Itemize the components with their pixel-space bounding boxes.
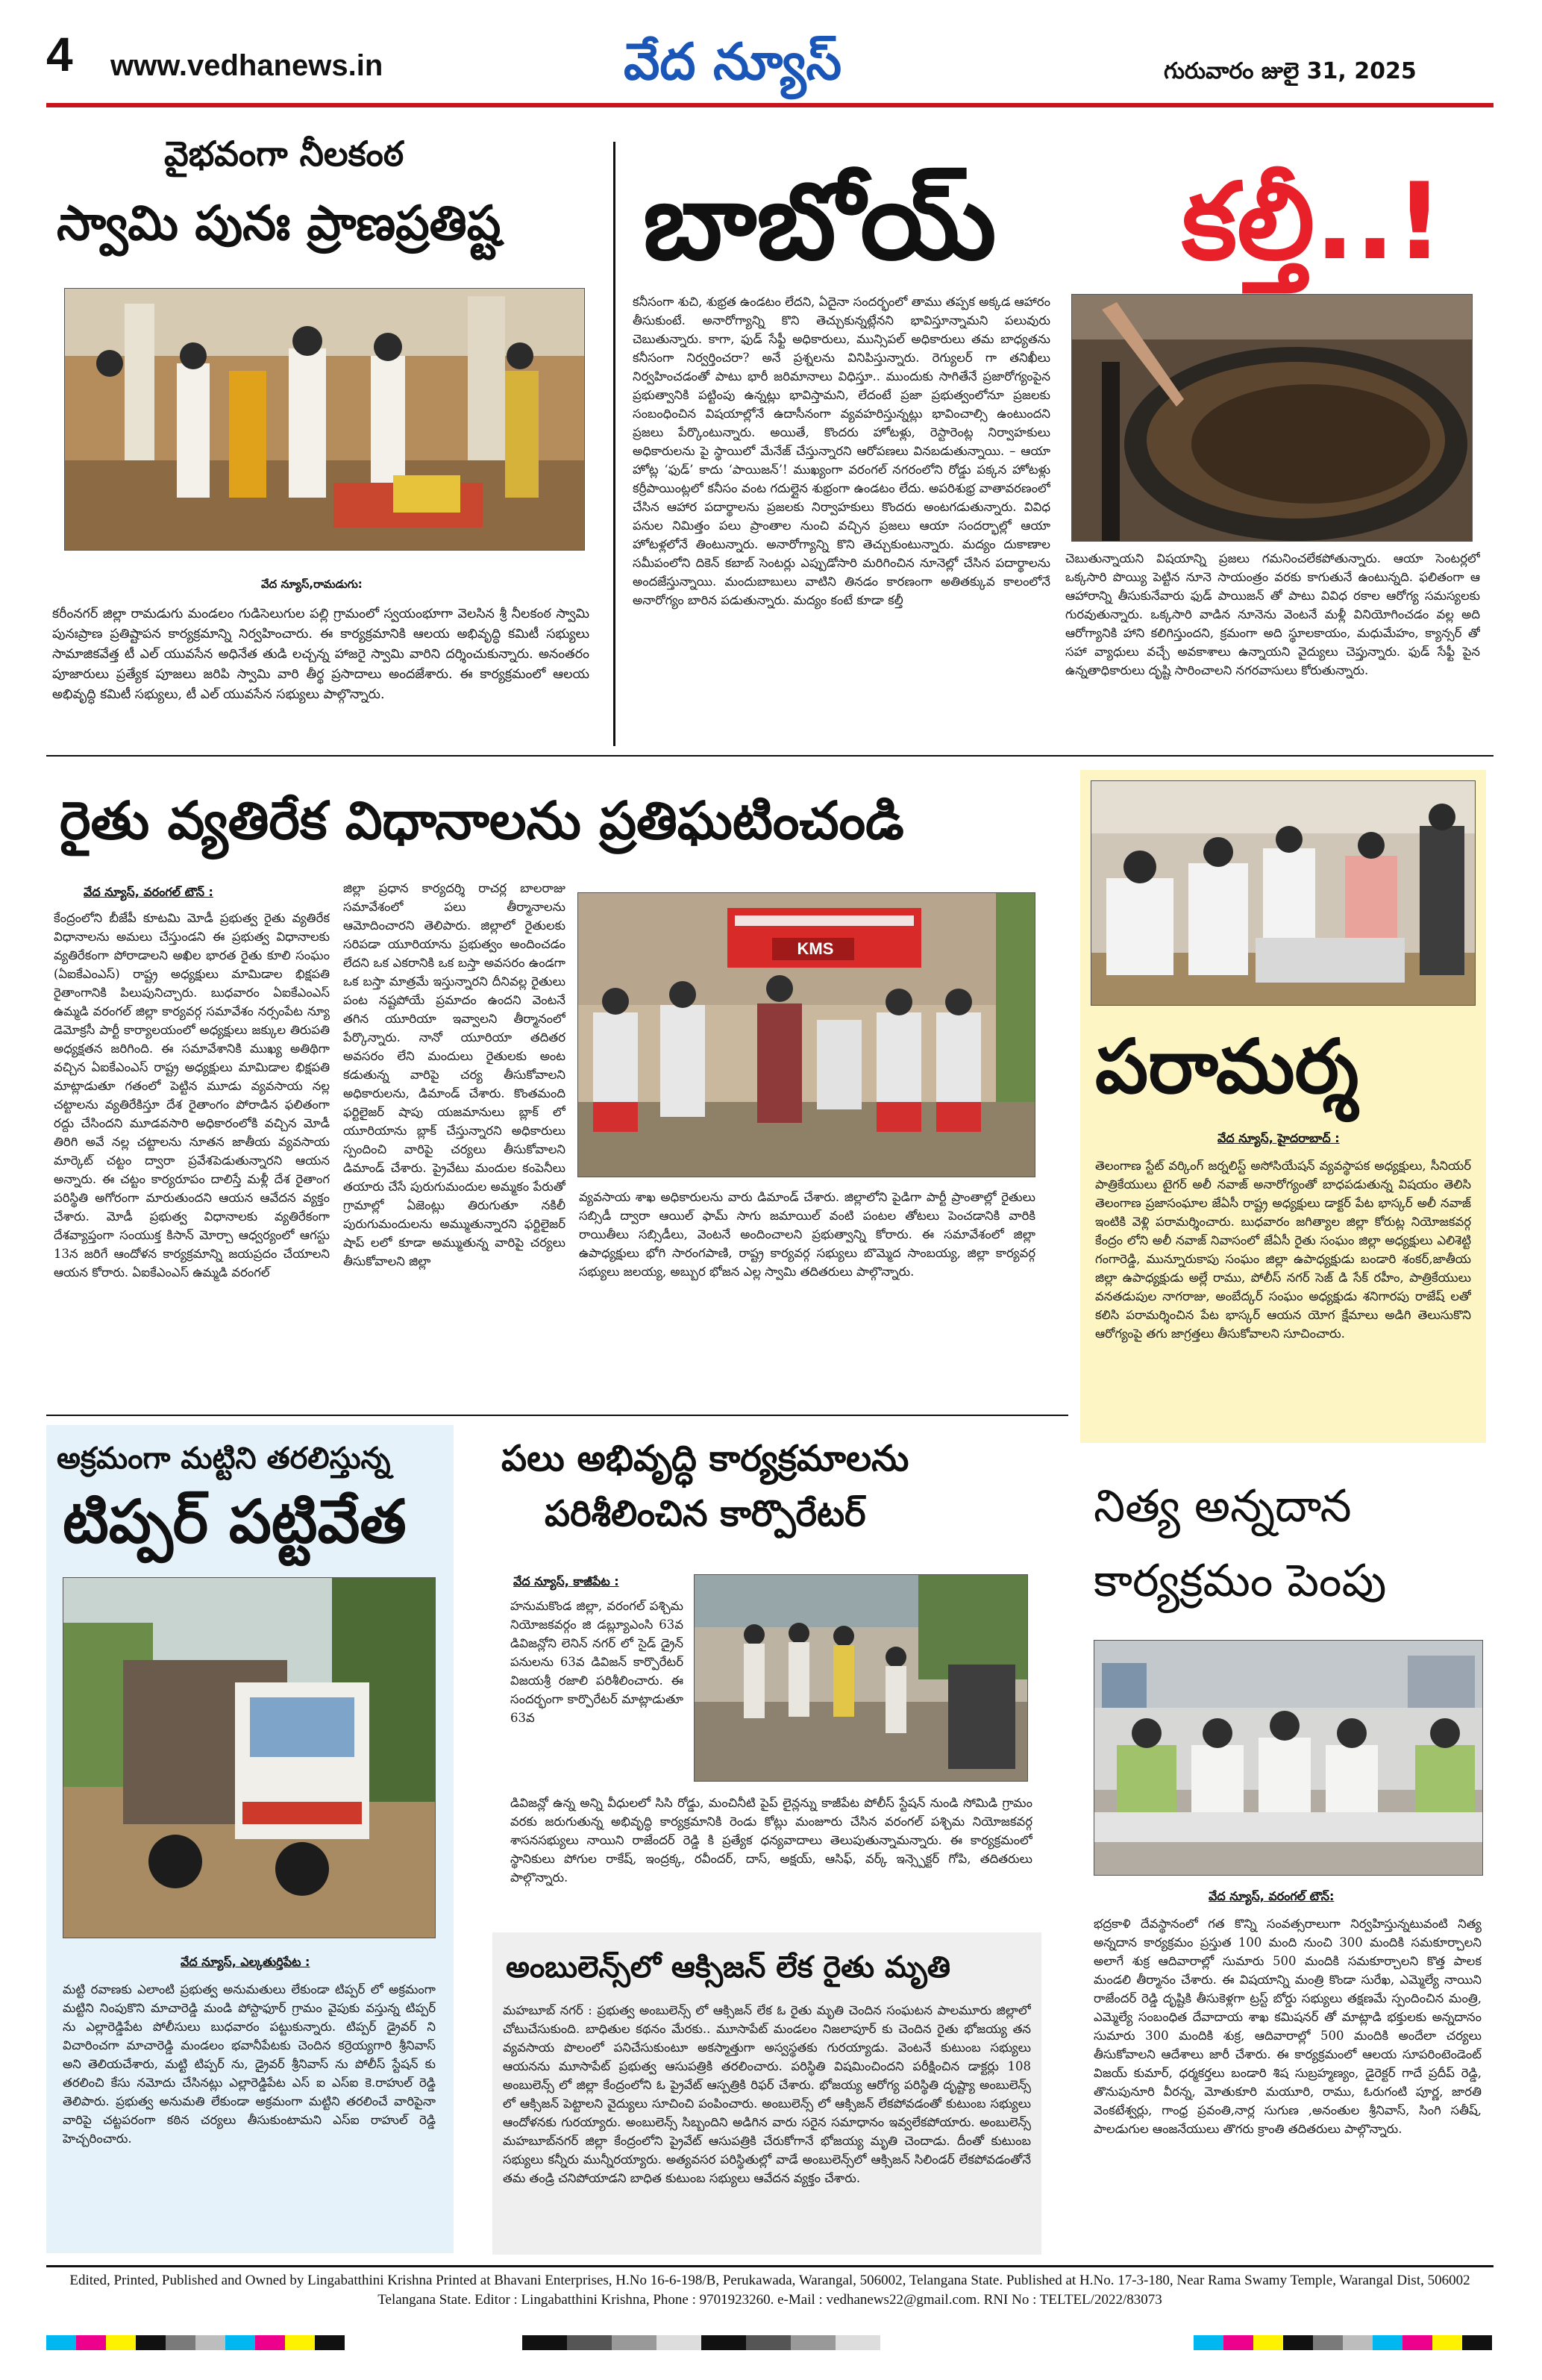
article2-headline-red: కల్తీ..! xyxy=(1182,160,1444,284)
article8-headline-line2: కార్యక్రమం పెంపు xyxy=(1094,1555,1387,1607)
photo-banner-label: KMS xyxy=(797,939,834,958)
article2-body-col2: చెబుతున్నాయని విషయాన్ని ప్రజలు గమనించలేకపోతున్నారు. ఆయా సెంటర్లలో ఒక్కసారి పొయ్యి పెట్టిన నూనె సాయంత్రం వరకు కాగుతునే ఉంటున్నది. ఫలితంగా ఆ ఆహారాన్ని తీసుకునేవారు ఫుడ్ పాయిజన్ తో పాటు వివిధ రకాల ఆరోగ్య సమస్యలకు గురవుతున్నారు. ఒక్కసారి వాడిన నూనెను వెంటనే మళ్లీ వినియోగించడం వల్ల అది ఆరోగ్యానికి హాని కలిగిస్తుందని, క్రమంగా అది స్థూలకాయం, మధుమేహం, క్యాన్సర్ తో సహా వ్యాధులు వచ్చే అవకాశాలు ఉన్నాయని వైద్యులు చెప్తున్నారు. ఫుడ్ సేఫ్టీ పైన ఉన్నతాధికారులు దృష్టి సారించాలని నగరవాసులు కోరుతున్నారు. xyxy=(1065,551,1480,677)
article1-body: కరీంనగర్ జిల్లా రామడుగు మండలం గుడిసెలుగుల పల్లి గ్రామంలో స్వయంభూగా వెలసిన శ్రీ నీలకంఠ స్వామి పునఃప్రాణ ప్రతిష్టాపన కార్యక్రమాన్ని నిర్వహించారు. ఈ కార్యక్రమానికి ఆలయ అభివృద్ధి కమిటీ సభ్యులు సామాజికవేత్త టీ ఎల్ యువసేన అధినేత తుడి లచ్చన్న హాజరై స్వామి వారిని దర్శించుకున్నారు. అనంతరం పూజారులు ప్రత్యేక పూజలు జరిపి స్వామి వారి తీర్థ ప్రసాదాలు అందజేశారు. ఈ కార్యక్రమంలో ఆలయ అభివృద్ధి కమిటీ సభ్యులు, టీ ఎల్ యువసేన సభ్యులు పాల్గొన్నారు. xyxy=(52,607,589,702)
article4-headline: పరామర్శ xyxy=(1095,1023,1359,1110)
article2-headline-black: బాబోయ్ xyxy=(643,160,997,284)
article6-headline-line2: పరిశీలించిన కార్పొరేటర్ xyxy=(545,1493,866,1535)
article5-body: మట్టి రవాణకు ఎలాంటి ప్రభుత్వ అనుమతులు లేకుండా టిప్పర్ లో అక్రమంగా మట్టిని నింపుకొని మాచారెడ్డి మండి పోస్టాఫూర్ గ్రామం వైపుకు వస్తున్న టిప్పర్ ను ఎల్లారెడ్డిపేట పోలీసులు బుధవారం పట్టుకున్నారు. టిప్పర్ డ్రైవర్ ని విచారించగా మాచారెడ్డి మండలం భవానీపేటకు చెందిన కర్రెయ్యగారి శ్రీనివాస్ అని తెలియచేశారు, మట్టి టిప్పర్ ను, డ్రైవర్ శ్రీనివాస్ ను పోలీస్ స్టేషన్ కు తరలించి కేసు నమోదు చేసినట్లు ఎల్లారెడ్డిపేట ఎస్ ఐ ఎస్ఐ కె.రాహుల్ రెడ్డి తెలిపారు. ప్రభుత్వ అనుమతి లేకుండా అక్రమంగా మట్టిని తరలించే వారిపైనా వారిపై చట్టపరంగా కఠిన చర్యలు తీసుకుంటామని ఎస్ఐ రాహుల్ రెడ్డి హెచ్చరించారు. xyxy=(63,1982,436,2146)
column-divider xyxy=(613,142,615,746)
registration-strip-center xyxy=(522,2335,880,2350)
article6-dateline: వేద న్యూస్, కాజీపేట : xyxy=(513,1574,619,1588)
article1-headline: స్వామి పునః ప్రాణప్రతిష్ట xyxy=(57,196,501,251)
article5-kicker: అక్రమంగా మట్టిని తరలిస్తున్న xyxy=(57,1441,391,1476)
photo-temple-committee xyxy=(1094,1640,1483,1876)
article3-body-col3: వ్యవసాయ శాఖ అధికారులను వారు డిమాండ్ చేశారు. జిల్లాలోని పైడిగా పార్టీ ప్రాంతాల్లో రైతులు సబ్సిడీ ద్వారా ఆయిల్ ఫామ్ సాగు జమాయిల్ వంటి పంటల తోటలు పెంచడానికి వారికి రాయితీలు సబ్సిడీలు, వెంటనే అందించాలని ప్రభుత్వాన్ని కోరారు. ఈ సమావేశంలో జిల్లా ఉపాధ్యక్షులు భోగి సారంగపాణి, రాష్ట్ర కార్యవర్గ సభ్యులు బొమ్మెద సాంబయ్య, జిల్లా కార్యవర్గ సభ్యులు జలయ్య, అబ్బుర భోజన ఎల్ల స్వామి తదితరులు పాల్గొన్నారు. xyxy=(579,1190,1035,1279)
article4-dateline: వేద న్యూస్, హైదరాబాద్ : xyxy=(1217,1131,1340,1145)
paper-name: వేద న్యూస్ xyxy=(624,33,842,92)
page-number: 4 xyxy=(46,28,73,81)
article3-body-col2: జిల్లా ప్రధాన కార్యదర్శి రాచర్ల బాలరాజు సమావేశంలో పలు తీర్మానాలను ఆమోదించారని తెలిపారు. జిల్లాలో రైతులకు సరిపడా యూరియాను ప్రభుత్వం అందించడం లేదని ఒక ఎకరానికి ఒక బస్తా అవసరం ఉండగా ఒక బస్తా మాత్రమే ఇస్తున్నారని దీనివల్ల రైతులు పంట నష్టపోయే ప్రమాదం ఉందని వెంటనే తగిన యూరియా ఇవ్వాలని తీర్మానంలో పేర్కొన్నారు. నానో యూరియా తదితర అవసరం లేని మందులు రైతులకు అంట కడుతున్న వారిపై చర్య తీసుకోవాలని అధికారులను, డిమాండ్ చేశారు. కొంతమంది ఫర్టిలైజర్ షాపు యజమానులు బ్లాక్ లో యూరియాను బ్లాక్ చేస్తున్నారని అధికారులు స్పందించి వారిపై చర్యలు తీసుకోవాలని డిమాండ్ చేశారు. ప్రైవేటు మందుల కంపెనీలు తయారు చేసే పురుగుమందుల అమ్మకం పేరుతో గ్రామాల్లో ఏజెంట్లు తిరుగుతూ నకిలీ పురుగుమందులను అమ్ముతున్నారని ఫర్టిలైజర్ షాప్ లలో కూడా అమ్ముతున్న వారిపై చర్యలు తీసుకోవాలని జిల్లా xyxy=(343,881,565,1268)
registration-strip-right xyxy=(1194,2335,1492,2350)
article4-body: తెలంగాణ స్టేట్ వర్కింగ్ జర్నలిస్ట్ అసోసియేషన్ వ్యవస్థాపక అధ్యక్షులు, సీనియర్ పాత్రికేయులు టైగర్ అలీ నవాజ్ అనారోగ్యంతో బాధపడుతున్న విషయం తెలిసి తెలంగాణ ప్రజాసంఘాల జేఏసీ రాష్ట్ర అధ్యక్షులు డాక్టర్ పేట భాస్కర్ అలీ నవాజ్ ఇంటికి వెళ్లి పరామర్శించారు. బుధవారం జగిత్యాల జిల్లా కోరుట్ల నియోజకవర్గ కేంద్రం లోని అలీ నవాజ్ నివాసంలో జేఏసీ రైతు సంఘం జిల్లా అధ్యక్షులు ఎలిశెట్టి గంగారెడ్డి, మున్నూరుకాపు సంఘం జిల్లా ఉపాధ్యక్షుడు బండారి శంకర్,జాతీయ జిల్లా ఉపాధ్యక్షుడు అల్లే రాము, పోలీస్ నగర్ సెజ్ డి సేక్ రహీం, పాత్రికేయులు వనతడుపుల నాగరాజు, అంబేద్కర్ సంఘం అధ్యక్షుడు శనిగారపు రాజేష్ లతో కలిసి పరామర్శించిన పేట భాస్కర్ ఆయన యోగ క్షేమాలు అడిగి తెలుసుకొని ఆరోగ్యంపై తగు జాగ్రత్తలు తీసుకోవాలని సూచించారు. xyxy=(1095,1159,1471,1341)
article1-photo-caption: వేద న్యూస్,రామడుగు: xyxy=(261,577,363,591)
photo-hospital-visit xyxy=(1091,780,1476,1006)
article8-dateline: వేద న్యూస్, వరంగల్ టౌన్: xyxy=(1209,1889,1335,1903)
article5-dateline: వేద న్యూస్, ఎల్కతుర్తిపేట : xyxy=(181,1955,310,1969)
masthead-rule xyxy=(46,103,1494,107)
article5-headline: టిప్పర్ పట్టివేత xyxy=(63,1487,407,1556)
article8-headline-line1: నిత్య అన్నదాన xyxy=(1094,1480,1352,1532)
article6-body-left: హనుమకొండ జిల్లా, వరంగల్ పశ్చిమ నియోజకవర్గం జి డబ్ల్యూఎంసి 63వ డివిజన్లోని లెనిన్ నగర్ లో సైడ్ డ్రైన్ పనులను 63వ డివిజన్ కార్పొరేటర్ విజయశ్రీ రజాలి పరిశీలించారు. ఈ సందర్భంగా కార్పొరేటర్ మాట్లాడుతూ 63వ xyxy=(510,1599,683,1725)
article1-kicker: వైభవంగా నీలకంఠ xyxy=(164,134,404,174)
article3-headline: రైతు వ్యతిరేక విధానాలను ప్రతిఘటించండి xyxy=(60,790,904,851)
article8-body: భద్రకాళి దేవస్థానంలో గత కొన్ని సంవత్సరాలుగా నిర్వహిస్తున్నటువంటి నిత్య అన్నదాన కార్యక్రమం ప్రస్తుత 100 మంది నుంచి 300 మందికి సమకూర్చాలని అలాగే శుక్ర ఆదివారాల్లో సుమారు 500 మందికి సమకూర్చాలని కొత్త పాలక మండలి తీర్మానం చేశారు. ఈ విషయాన్ని మంత్రి కొండా సురేఖ, ఎమ్మెల్యే నాయిని రాజేందర్ రెడ్డి దృష్టికి తీసుకెళ్లగా ట్రస్ట్ బోర్డు సభ్యులు తక్షణమే స్పందించిన మంత్రి, ఎమ్మెల్యే సంబంధిత దేవాదాయ శాఖ కమిషనర్ తో మాట్లాడి భక్తులకు అన్నదానం సుమారు 300 మందికి శుక్ర, ఆదివారాల్లో 500 మందికి అందేలా చర్యలు తీసుకోవాలని ఆదేశాలు జారీ చేశారు. ఈ కార్యక్రమంలో ఆలయ సూపరింటెండెంట్ విజయ్ కుమార్, ధర్మకర్తలు బండారి శిష సుబ్రహ్మణ్యం, డైరెక్టర్ గాదే ప్రదీప్ రెడ్డి, తొనుపునూరి వీరన్న, మోతుకూరి మయూరి, రాము, ఓరుగంటి పూర్ణ, జారతి వెంకటేశ్వర్లు, గాంధ్ర ప్రవంతి,నార్ల సుగుణ ,అనంతుల శ్రీనివాస్, సింగి సతీష్, పాలడుగుల ఆంజనేయులు తొగరు క్రాంతి తదితరులు పాల్గొన్నారు. xyxy=(1094,1917,1482,2136)
footer-imprint: Edited, Printed, Published and Owned by Lingabatthini Krishna Printed at Bhavani Enterprises, H.No 16-6-198/B, Perukawada, Warangal, 506002, Telangana State. Published at H.No. 17-3-180, Near Rama Swamy Temple, Warangal Dist, 506002 Telangana State. Editor : Lingabatthini Krishna, Phone : 9701923260. e-Mail : vedhanews22@gmail.com. RNI No : TELTEL/2022/83073 xyxy=(69,2273,1470,2308)
article6-body-full: డివిజన్లో ఉన్న అన్ని వీధులలో సిసి రోడ్డు, మంచినీటి పైప్ లైన్లన్ను కాజీపేట పోలీస్ స్టేషన్ నుండి సోమిడి గ్రామం వరకు జరుగుతున్న అభివృద్ధి కార్యక్రమానికి రెండు కోట్లు మంజూరు చేసిన వరంగల్ పశ్చిమ నియోజకవర్గ శాసనసభ్యులు నాయిని రాజేందర్ రెడ్డి కి ప్రత్యేక ధన్యవాదాలు తెలుపుతున్నామన్నారు. ఈ కార్యక్రమంలో స్థానికులు పోగుల రాకేష్, ఇంద్రక్క, రవీందర్, దాస్, అక్షయ్, ఆసిఫ్, వర్క్ ఇన్స్పెక్టర్ గోపి, తదితరులు పాల్గొన్నారు. xyxy=(510,1796,1032,1885)
footer-rule xyxy=(46,2265,1494,2267)
photo-drain-works xyxy=(694,1574,1028,1782)
website[interactable]: www.vedhanews.in xyxy=(110,49,383,82)
article3-body-col1: కేంద్రంలోని బీజేపీ కూటమి మోడీ ప్రభుత్వ రైతు వ్యతిరేక విధానాలను అమలు చేస్తుండని ఈ ప్రభుత్వ విధానాలకు వ్యతిరేకంగా పోరాడాలని అఖిల భారత రైతు కూలి సంఘం (ఏఐకేఎంఎస్) రాష్ట్ర అధ్యక్షులు మామిడాల భిక్షపతి రైతాంగానికి పిలుపునిచ్చారు. బుధవారం ఏఐకేఎంఎస్ ఉమ్మడి వరంగల్ జిల్లా కార్యవర్గ సమావేశం నర్సంపేట న్యూ డెమోక్రసీ పార్టీ కార్యాలయంలో అధ్యక్షులు జక్కుల తిరుపతి అధ్యక్షతన జరిగింది. ఈ సమావేశానికి ముఖ్య అతిథిగా వచ్చిన ఏఐకేఎంఎస్ రాష్ట్ర అధ్యక్షులు మామిడాల భిక్షపతి మాట్లాడుతూ గతంలో పెట్టిన మూడు వ్యవసాయ నల్ల చట్టాలను వ్యతిరేకిస్తూ దేశ రైతాంగం పోరాడిన ఫలితంగా రద్దు చేసిందని మూడవసారి అధికారంలోకి వచ్చిన మోడీ తిరిగి అవే నల్ల చట్టాలను నూతన జాతీయ వ్యవసాయ మార్కెట్ చట్టం ద్వారా ప్రవేశపెడుతున్నారని ఆయన అన్నారు. ఈ చట్టం కార్యరూపం దాలిస్తే మళ్లీ దేశ రైతాంగ పరిస్థితి అగోరంగా మారుతుందని ఆయన ఆవేదన వ్యక్తం చేశారు. మోడీ ప్రభుత్వ విధానాలకు వ్యతిరేకంగా దేశవ్యాప్తంగా సంయుక్త కిసాన్ మోర్చా ఆధ్వర్యంలో ఆగస్టు 13న జరిగే ఆందోళన కార్యక్రమాన్ని జయప్రదం చేయాలని ఆయన కోరారు. ఏఐకేఎంఎస్ ఉమ్మడి వరంగల్ xyxy=(54,911,330,1280)
photo-meeting xyxy=(577,892,1035,1177)
section-rule-1 xyxy=(46,755,1494,757)
issue-date: గురువారం జులై 31, 2025 xyxy=(1164,58,1417,84)
article6-headline-line1: పలు అభివృద్ధి కార్యక్రమాలను xyxy=(501,1438,909,1479)
article7-body: మహబూబ్ నగర్ : ప్రభుత్వ అంబులెన్స్ లో ఆక్సిజన్ లేక ఓ రైతు మృతి చెందిన సంఘటన పాలమూరు జిల్లాలో చోటుచేసుకుంది. బాధితుల కథనం మేరకు.. మూసాపేట్ మండలం నిజలాపూర్ కు చెందిన రైతు భోజయ్య తన వ్యవసాయ పొలంలో పనిచేసుకుంటూ అకస్మాత్తుగా అస్వస్థతకు గురయ్యాడు. వెంటనే కుటుంబ సభ్యులు ఆయనను మూసాపేట్ ప్రభుత్వ ఆసుపత్రికి తరలించారు. పరిస్థితి విషమించిందని పరీక్షించిన డాక్టర్లు 108 అంబులెన్స్ లో జిల్లా కేంద్రంలోని ఓ ప్రైవేట్ ఆస్పత్రికి రిఫర్ చేశారు. భోజయ్య ఆరోగ్య పరిస్థితి దృష్ట్యా అంబులెన్స్ లో ఆక్సిజన్ పెట్టాలని వైద్యులు సూచించి పంపించారు. అంబులెన్స్ లో ఆక్సిజన్ లేకపోవడంతో కుటుంబ సభ్యులు ఆందోళనకు గురయ్యారు. అంబులెన్స్ సిబ్బందిని అడిగిన వారు సరైన సమాధానం ఇవ్వలేకపోయారు. అంబులెన్స్ మహబూబ్‌నగర్ జిల్లా కేంద్రంలోని ప్రైవేట్ ఆసుపత్రికి చేరుకోగానే భోజయ్య మృతి చెందాడు. దీంతో కుటుంబ సభ్యులు కన్నీరు మున్నీరయ్యారు. అత్యవసర పరిస్థితుల్లో వాడే అంబులెన్స్‌లో ఆక్సిజన్ సిలిండర్ లేకపోవడంతోనే తమ తండ్రి చనిపోయాడని బాధిత కుటుంబ సభ్యులు ఆవేదన వ్యక్తం చేశారు. xyxy=(503,2003,1031,2185)
photo-temple-ceremony xyxy=(64,288,585,551)
article5-box xyxy=(46,1425,454,2253)
registration-strip-left xyxy=(46,2335,345,2350)
article3-dateline: వేద న్యూస్, వరంగల్ టౌన్ : xyxy=(84,885,213,899)
article7-headline: అంబులెన్స్‌లో ఆక్సిజన్ లేక రైతు మృతి xyxy=(506,1950,951,1985)
section-rule-2 xyxy=(46,1415,1068,1416)
article7-box xyxy=(492,1932,1041,2255)
photo-oil-pan xyxy=(1071,294,1473,542)
article2-body-col1: కనీసంగా శుచి, శుభ్రత ఉండటం లేదని, ఏదైనా సందర్భంలో తాము తప్పక అక్కడ ఆహారం తీసుకుంటే. అనారోగ్యాన్ని కొని తెచ్చుకున్నట్లేనని భావిస్తూన్నామని పలువురు చెబుతున్నారు. కాగా, ఫుడ్ సేఫ్టీ అధికారులు, మున్సిపల్ అధికారులు తమ బాధ్యతను కనీసంగా నిర్వర్తించరా? అనే ప్రశ్నలను వినిపిస్తున్నారు. రెగ్యులర్ గా తనిఖీలు నిర్వహించడంతో పాటు భారీ జరిమానాలు విధిస్తూ.. ముందుకు సాగితేనే ప్రజారోగ్యంపైన ప్రభుత్వానికి పట్టింపు ఉన్నట్లు భావిస్తామని, లేదంటే ప్రజా ప్రభుత్వంలోనూ ప్రజలకు సంబంధించిన విషయాల్లోనే ఉదాసీనంగా వ్యవహరిస్తున్నట్లు భావించాల్సి ఉంటుందని ప్రజలు పేర్కొంటున్నారు. అయితే, కొందరు హోటళ్లు, రెస్టారెంట్ల నిర్వాహకులు అధికారులను పై స్థాయిలో మేనేజ్ చేస్తున్నారని ఆరోపణలు వినబడుతున్నాయి. – ఆయా హోట్ల ‘ఫుడ్’ కాదు ‘పాయిజన్’! ముఖ్యంగా వరంగల్ నగరంలోని రోడ్డు పక్కన హోటళ్లు కర్రీపాయింట్లలో కనీసం వంట గదుల్లైన శుభ్రంగా ఉండటం లేదు. అపరిశుభ్ర వాతావరణంలో చేసిన ఆహార పదార్థాలను ప్రజలకు నిర్వాహకులు కొందరు అంటగడుతున్నారు. వివిధ పనుల నిమిత్తం పలు ప్రాంతాల నుంచి వచ్చిన ప్రజలు ఆయా సందర్భాల్లో ఆయా హోటళ్లలోనే తింటున్నారు. అనారోగ్యాన్ని కొని తెచ్చుకుంటున్నారు. మద్యం దుకాణాల సమీపంలోని దికెన్ కబాబ్ సెంటర్లు ఎప్పుడోసారి మరిగించిన నూనెల్లో చేసిన పదార్థాలను అందజేస్తున్నాయి. మందుబాబులు వాటిని తినడం కారణంగా అతితక్కువ కాలంలోనే అనారోగ్యం బారిన పడుతున్నారు. మద్యం కంటే కూడా కల్తీ xyxy=(633,295,1050,607)
article4-box xyxy=(1080,770,1486,1443)
photo-tipper-truck xyxy=(63,1577,436,1938)
